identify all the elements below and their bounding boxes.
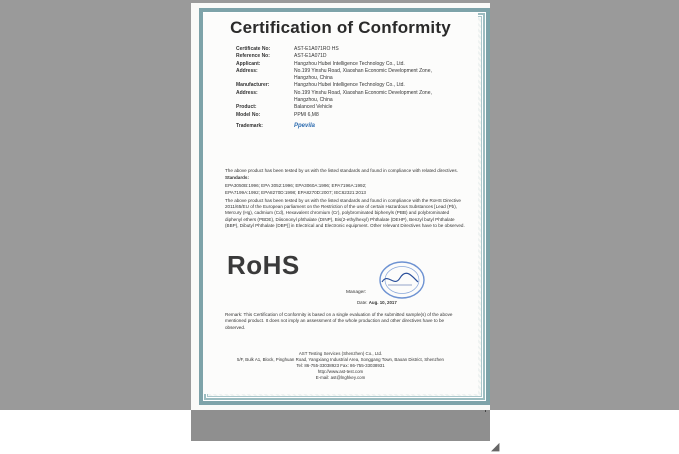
- issuer-footer: [203, 351, 478, 381]
- certificate-fields: [236, 46, 466, 130]
- field-row: [236, 61, 466, 68]
- rohs-paragraph: The above product has been tested by us with the listed standards and found in compliance with the RoHS Directive 2011/65/EU of the European parliament on the Restriction of the use of certain Hazardous Substances [Lead (Pb), Mercury (Hg), cadmium (Cd), Hexavalent chromium (Cr), polybrominated biphenyls (PBB) and polybrominated diphenyl ethers (PBDE), Diisononyl phthalate (DINP), Bis(2-ethylhexyl) Phthalate (DEHP), Benzyl butyl Phthalate (BBP), Dibutyl Phthalate (DBP)] in Electrical and Electronic equipment. Other relevant Directives have to be observed.: [225, 197, 465, 229]
- field-value: Hangzhou Hubei Intelligence Technology Co., Ltd.: [294, 82, 405, 89]
- field-value: AST-E1A071D: [294, 53, 327, 60]
- field-row: [236, 112, 466, 119]
- field-row: [236, 53, 466, 60]
- field-value: Hangzhou Hubei Intelligence Technology Co., Ltd.: [294, 60, 405, 67]
- field-row: [236, 46, 466, 53]
- trademark-row: [236, 123, 466, 130]
- resize-grip-icon[interactable]: ◢: [491, 440, 500, 453]
- footer-line: 5/F, Bulk A1, Block, Pinghuan Road, Yangxiang Industrial Area, Songgang Town, Baoan District, Shenzhen: [237, 357, 444, 362]
- field-label: Address:: [236, 89, 258, 96]
- footer-line: E-mail: ast@lnghkey.com: [315, 375, 366, 380]
- issue-date: [357, 300, 397, 305]
- rohs-mark: RoHS: [227, 250, 300, 280]
- footer-line: AST Testing Services (Shenzhen) Co., Ltd.: [298, 351, 383, 356]
- page-title: Certification of Conformity: [230, 18, 451, 37]
- field-row: [236, 68, 466, 75]
- standards-heading: Standards:: [225, 175, 249, 181]
- page-shadow: [191, 410, 490, 441]
- field-label: Applicant:: [236, 60, 261, 67]
- footer-line: http://www.ast-test.com: [317, 369, 364, 374]
- footer-line: Tel: 86-755-33038923 Fax: 86-755-33038931: [296, 363, 385, 368]
- field-label: Certificate No:: [236, 46, 271, 52]
- field-label: [236, 97, 294, 104]
- intro-paragraph: The above product has been tested by us with the listed standards and found in compliance with related directives.: [225, 168, 458, 173]
- field-value: No.199 Yinshu Road, Xiaoshan Economic Development Zone,: [294, 67, 432, 74]
- field-label: [236, 75, 294, 82]
- trademark-logo: Ppevila: [294, 122, 316, 129]
- field-row: [236, 82, 466, 89]
- date-value: Aug. 10, 2017: [368, 300, 397, 305]
- manager-label: Manager:: [346, 290, 367, 295]
- signature-stamp-icon: [368, 258, 428, 304]
- field-label: Product:: [236, 104, 257, 111]
- field-row: [236, 104, 466, 111]
- remark-text: Remark: This Certification of Conformity is based on a single evaluation of the submitted sample(s) of the above mentioned product. It does not imply an assessment of the whole production and other directives have to be observed.: [225, 312, 453, 330]
- field-label: Address:: [236, 67, 258, 74]
- certificate-body: [203, 13, 478, 394]
- field-value: No.199 Yinshu Road, Xiaoshan Economic Development Zone,: [294, 89, 432, 96]
- field-value: Hangzhou, China: [294, 75, 333, 82]
- field-value: Hangzhou, China: [294, 97, 333, 104]
- trademark-label: Trademark:: [236, 122, 263, 129]
- field-label: Reference No:: [236, 53, 270, 60]
- compliance-text: [225, 168, 465, 231]
- field-value: Balanced Vehicle: [294, 104, 333, 111]
- field-value: PPMI 6,M8: [294, 111, 319, 118]
- date-label: Date:: [357, 300, 368, 305]
- field-row: [236, 97, 466, 104]
- field-label: Manufacturer:: [236, 82, 270, 89]
- field-label: Model No:: [236, 111, 261, 118]
- standards-line: EPA7199A:1992; EPA8270D:1998; EPA8270D:2007; IEC62321:2013: [225, 190, 366, 196]
- field-row: [236, 75, 466, 82]
- standards-line: EPA3050B:1996; EPA 3052:1996; EPA3060A:1996; EPA7196A:1992;: [225, 182, 367, 188]
- field-row: [236, 90, 466, 97]
- field-value: AST-E1A071RO HS: [294, 46, 339, 52]
- certificate-page: [191, 3, 490, 410]
